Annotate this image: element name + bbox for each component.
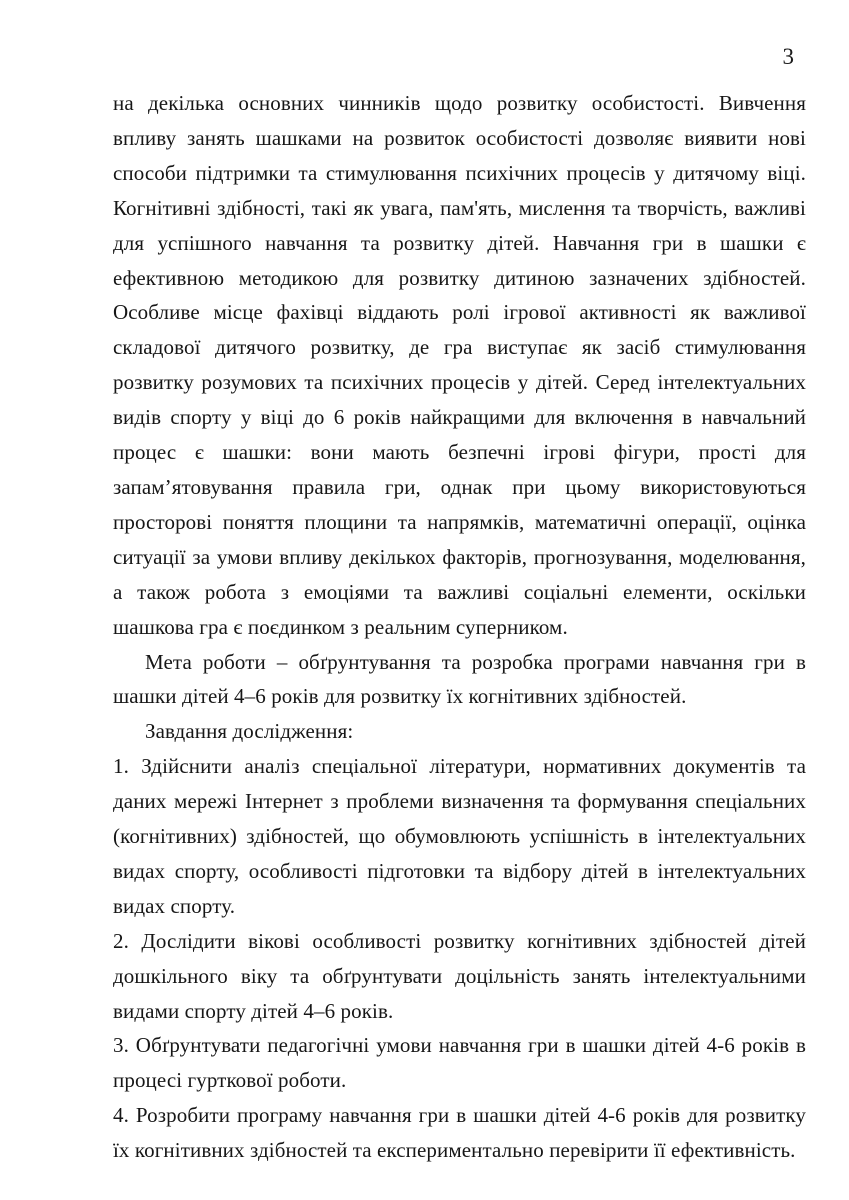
page-number: 3	[782, 44, 794, 69]
paragraph-3: Завдання дослідження:	[145, 719, 354, 744]
paragraph-2: Мета роботи – обґрунтування та розробка програми навчання гри в шашки дітей 4–6 років для розвитку їх когнітивних здібностей.	[113, 649, 806, 709]
paragraph-5: 2. Дослідити вікові особливості розвитку когнітивних здібностей дітей дошкільного віку та обґрунтувати доцільність занять інтелектуальними видами спорту дітей 4–6 років.	[113, 928, 806, 1023]
paragraph-7: 4. Розробити програму навчання гри в шашки дітей 4-6 років для розвитку їх когнітивних здібностей та експериментально перевірити її ефективність.	[113, 1103, 806, 1163]
document-body	[113, 86, 806, 1168]
paragraph-1: на декілька основних чинників щодо розвитку особистості. Вивчення впливу занять шашками на розвиток особистості дозволяє виявити нові способи підтримки та стимулювання психічних процесів у дитячому віці. Когнітивні здібності, такі як увага, пам'ять, мислення та творчість, важливі для успішного навчання та розвитку дітей. Навчання гри в шашки є ефективною методикою для розвитку дитиною зазначених здібностей. Особливе місце фахівці віддають ролі ігрової активності як важливої складової дитячого розвитку, де гра виступає як засіб стимулювання розвитку розумових та психічних процесів у дітей. Серед інтелектуальних видів спорту у віці до 6 років найкращими для включення в навчальний процес є шашки: вони мають безпечні ігрові фігури, прості для запам’ятовування правила гри, однак при цьому використовуються просторові поняття площини та напрямків, математичні операції, оцінка ситуації за умови впливу декількох факторів, прогнозування, моделювання, а також робота з емоціями та важливі соціальні елементи, оскільки шашкова гра є поєдинком з реальним суперником.	[113, 91, 806, 639]
paragraph-4: 1. Здійснити аналіз спеціальної літератури, нормативних документів та даних мережі Інтернет з проблеми визначення та формування спеціальних (когнітивних) здібностей, що обумовлюють успішність в інтелектуальних видах спорту, особливості підготовки та відбору дітей в інтелектуальних видах спорту.	[113, 754, 806, 918]
paragraph-6: 3. Обґрунтувати педагогічні умови навчання гри в шашки дітей 4-6 років в процесі гурткової роботи.	[113, 1033, 806, 1093]
